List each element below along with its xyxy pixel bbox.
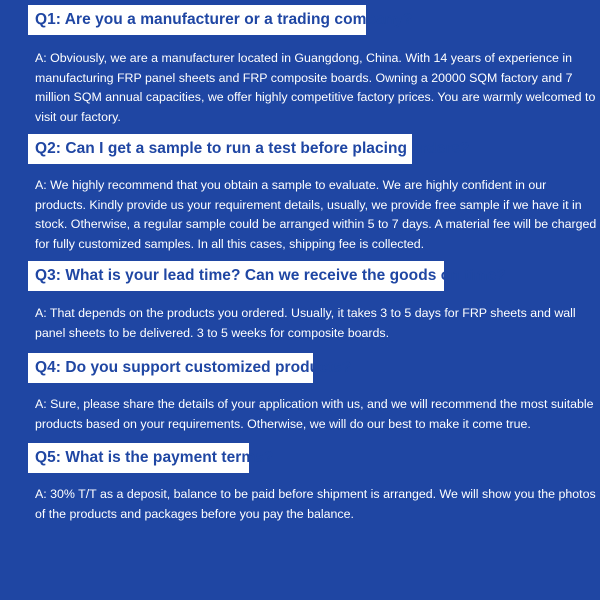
answer-2-line-2: products. Kindly provide us your requirement details, usually, we provide free sample if we have it in [35,197,582,212]
answer-1-line-2: manufacturing FRP panel sheets and FRP composite boards. Owning a 20000 SQM factory and 7 [35,70,573,85]
question-3: Q3: What is your lead time? Can we receive the goods on time? [35,267,506,284]
answer-2-line-1: A: We highly recommend that you obtain a sample to evaluate. We are highly confident in our [35,178,547,192]
answer-5-line-1: A: 30% T/T as a deposit, balance to be paid before shipment is arranged. We will show you the photos [35,487,596,501]
answer-1 [35,49,596,127]
answer-5-line-2: of the products and packages before you pay the balance. [35,506,354,521]
question-4: Q4: Do you support customized products? [35,359,352,376]
question-box-2 [28,134,470,164]
question-box-4 [28,353,352,383]
question-5: Q5: What is the payment terms? [35,449,274,466]
answer-1-line-1: A: Obviously, we are a manufacturer located in Guangdong, China. With 14 years of experience in [35,51,572,65]
answer-2-line-3: stock. Otherwise, a regular sample could be arranged within 5 to 7 days. A material fee will be charged [35,217,597,231]
answer-5 [35,485,596,524]
question-box-3 [28,261,506,291]
answer-1-line-4: visit our factory. [35,109,121,124]
answer-4-line-1: A: Sure, please share the details of your application with us, and we will recommend the most suitable [35,397,594,411]
question-box-5 [28,443,274,473]
answer-1-line-3: million SQM annual capacities, we offer highly competitive factory prices. You are warmly welcomed to [35,90,596,104]
answer-4 [35,395,594,434]
question-box-1 [28,5,413,35]
answer-3-line-2: panel sheets to be delivered. 3 to 5 weeks for composite boards. [35,325,390,340]
answer-3-line-1: A: That depends on the products you ordered. Usually, it takes 3 to 5 days for FRP sheets and wall [35,306,576,320]
answer-2-line-4: for fully customized samples. In all this cases, shipping fee is collected. [35,236,425,251]
answer-4-line-2: products based on your requirements. Otherwise, we will do our best to make it come true. [35,416,531,431]
answer-2 [35,176,597,254]
question-1: Q1: Are you a manufacturer or a trading company? [35,11,413,28]
answer-3 [35,304,575,343]
question-2: Q2: Can I get a sample to run a test before placing orders? [35,140,470,157]
